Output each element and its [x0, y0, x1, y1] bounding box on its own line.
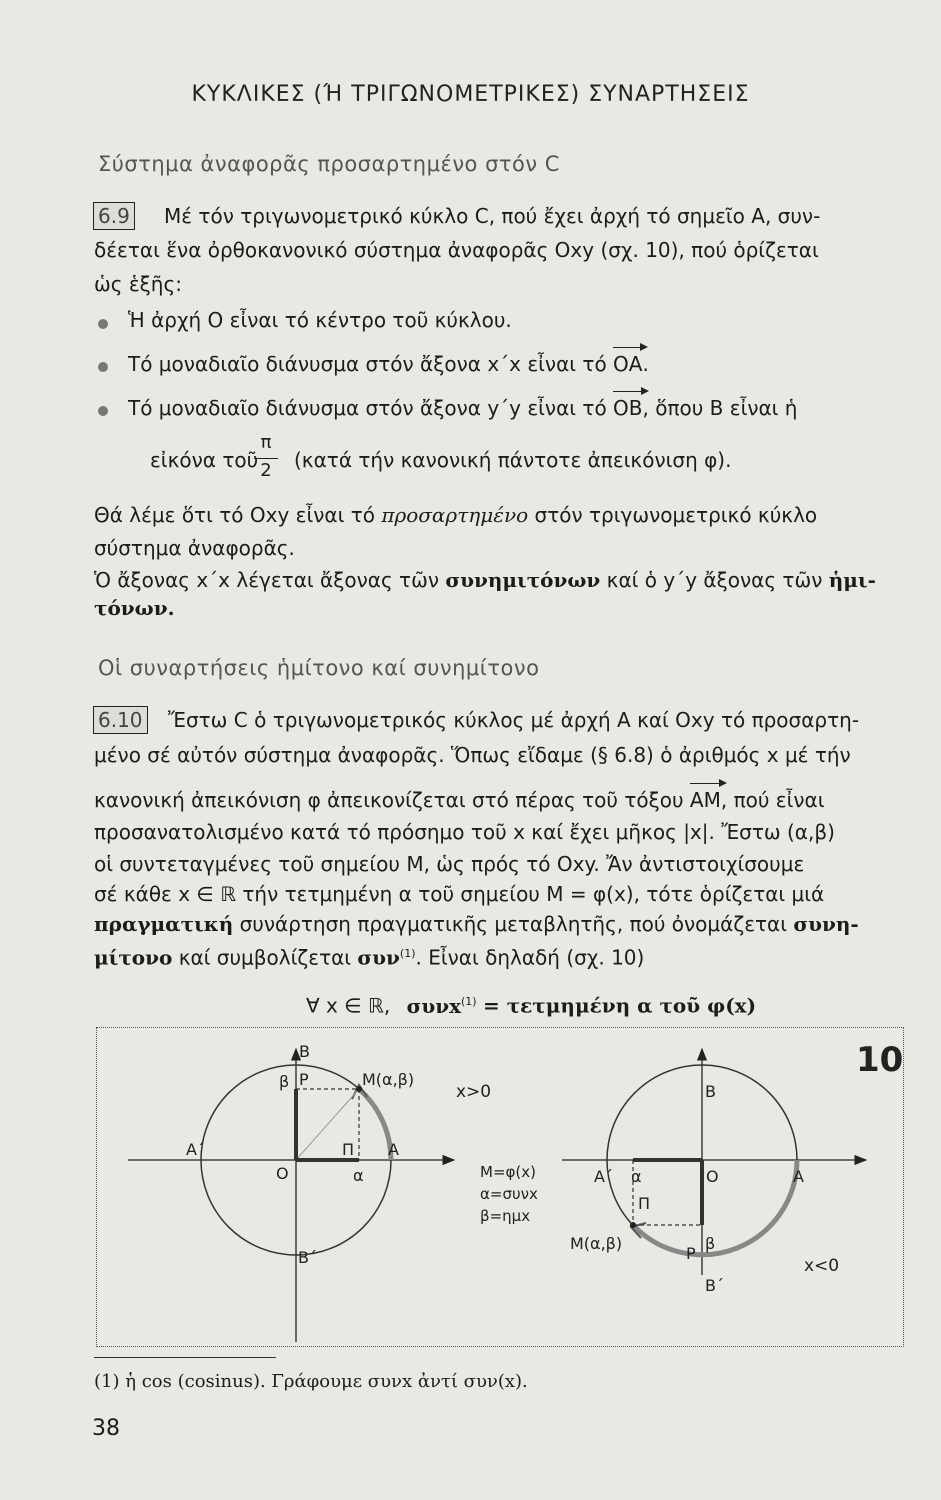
- section-title-reference-system: Σύστημα ἀναφορᾶς προσαρτημένο στόν C: [98, 152, 560, 176]
- section-title-sine-cosine: Οἱ συναρτήσεις ἡμίτονο καί συνημίτονο: [98, 656, 540, 680]
- legend-alpha-cos: α=συνx: [480, 1185, 538, 1203]
- page-number: 38: [92, 1416, 120, 1441]
- fraction-bar: [254, 458, 278, 459]
- term-attached: προσαρτημένο: [381, 503, 529, 527]
- footnote: (1) ἡ cos (cosinus). Γράφουμε συνx ἀντί συν(x).: [94, 1371, 528, 1392]
- legend-m-phi: Μ=φ(x): [480, 1163, 536, 1181]
- right-label-b-prime: Β΄: [705, 1276, 724, 1295]
- right-label-a: Α: [793, 1167, 804, 1186]
- section2-line-4: προσανατολισμένο κατά τό πρόσημο τοῦ x καί ἔχει μῆκος |x|. Ἔστω (α,β): [94, 820, 835, 844]
- bullet-unit-vector-x-text: Τό μοναδιαῖο διάνυσμα στόν ἄξονα x΄x εἶναι τό: [128, 352, 607, 376]
- left-label-a: Α: [388, 1140, 399, 1159]
- section2-line-2: μένο σέ αὐτόν σύστημα ἀναφορᾶς. Ὅπως εἴδαμε (§ 6.8) ὁ ἀριθμός x μέ τήν: [94, 743, 851, 767]
- left-label-o: Ο: [276, 1164, 289, 1183]
- bullet-origin: Ἡ ἀρχή Ο εἶναι τό κέντρο τοῦ κύκλου.: [128, 308, 512, 332]
- left-label-p: Ρ: [299, 1070, 309, 1089]
- page-heading: ΚΥΚΛΙΚΕΣ (Ή ΤΡΙΓΩΝΟΜΕΤΡΙΚΕΣ) ΣΥΝΑΡΤΗΣΕΙΣ: [191, 82, 750, 107]
- bullet-unit-vector-y-text: Τό μοναδιαῖο διάνυσμα στόν ἄξονα y΄y εἶναι τό: [128, 396, 607, 420]
- term-sines: ἡμι-: [828, 568, 876, 592]
- left-label-pi: Π: [342, 1140, 355, 1159]
- right-label-b: Β: [705, 1082, 716, 1101]
- left-label-m: Μ(α,β): [362, 1070, 415, 1089]
- left-label-alpha: α: [353, 1166, 364, 1185]
- legend-beta-sin: β=ημx: [480, 1207, 531, 1225]
- fraction-numerator: π: [260, 432, 272, 453]
- right-point-m: [630, 1222, 636, 1228]
- right-label-m: Μ(α,β): [570, 1234, 623, 1253]
- section2-line-1: Ἔστω C ὁ τριγωνομετρικός κύκλος μέ ἀρχή Α καί Oxy τό προσαρτη-: [168, 708, 860, 732]
- figure-10: [96, 1027, 904, 1347]
- right-label-p: Ρ: [686, 1244, 696, 1263]
- section2-line-6: σέ κάθε x ∈ ℝ τήν τετμημένη α τοῦ σημείου Μ = φ(x), τότε ὁρίζεται μιά: [94, 882, 825, 906]
- section1-line-2: δέεται ἕνα ὀρθοκανονικό σύστημα ἀναφορᾶς Oxy (σχ. 10), πού ὁρίζεται: [94, 238, 819, 262]
- section2-line-3: κανονική ἀπεικόνιση φ ἀπεικονίζεται στό πέρας τοῦ τόξου ΑΜ, πού εἶναι: [94, 788, 825, 812]
- right-label-alpha: α: [631, 1167, 642, 1186]
- section2-line-7: πραγματική συνάρτηση πραγματικῆς μεταβλητῆς, πού ὀνομάζεται συνη-: [94, 912, 859, 936]
- bullet-unit-vector-y: [128, 394, 798, 422]
- left-diagram: [128, 1042, 491, 1342]
- section2-line-5: οἱ συντεταγμένες τοῦ σημείου Μ, ὡς πρός τό Oxy. Ἄν ἀντιστοιχίσουμε: [94, 852, 805, 876]
- right-diagram: [562, 1049, 866, 1295]
- section2-line-8: μίτονο καί συμβολίζεται συν$^{(1)}$. Εἶναι δηλαδή (σχ. 10): [94, 945, 645, 970]
- fraction-denominator: 2: [260, 460, 272, 481]
- bullet-dot: [98, 319, 108, 329]
- figure-number: 10: [856, 1040, 904, 1080]
- paragraph-attached-system: Θά λέμε ὅτι τό Oxy εἶναι τό προσαρτημένο στόν τριγωνομετρικό κύκλο: [94, 503, 818, 527]
- bullet-unit-vector-x: Τό μοναδιαῖο διάνυσμα στόν ἄξονα x΄x εἶναι τό ΟΑ.: [128, 352, 649, 376]
- left-arc-am: [359, 1089, 391, 1160]
- left-label-b-prime: Β΄: [298, 1248, 317, 1267]
- footnote-rule: [94, 1357, 276, 1358]
- arc-am: ΑΜ: [689, 788, 721, 812]
- paragraph-axes: Ὁ ἄξονας x΄x λέγεται ἄξονας τῶν συνημιτόνων καί ὁ y΄y ἄξονας τῶν ἡμι-: [94, 568, 876, 592]
- right-label-o: Ο: [706, 1167, 719, 1186]
- term-cosine: συνη-: [793, 912, 859, 936]
- left-label-b: Β: [299, 1042, 310, 1061]
- section-number-6-10: 6.10: [93, 706, 148, 734]
- section1-line-1: Μέ τόν τριγωνομετρικό κύκλο C, πού ἔχει ἀρχή τό σημεῖο Α, συν-: [164, 204, 821, 228]
- section-number-6-9: 6.9: [93, 202, 135, 230]
- left-label-beta: β: [279, 1072, 290, 1091]
- right-label-beta: β: [705, 1234, 716, 1253]
- term-real: πραγματική: [94, 912, 234, 936]
- term-cosines: συνημιτόνων: [445, 568, 601, 592]
- bullet-image-of-pi-half-b: (κατά τήν κανονική πάντοτε ἀπεικόνιση φ).: [294, 448, 732, 472]
- section1-line-3: ὡς ἑξῆς:: [94, 272, 182, 296]
- vector-ob: ΟΒ: [613, 396, 643, 420]
- bullet-image-of-pi-half-a: εἰκόνα τοῦ: [150, 448, 259, 472]
- vector-oa: ΟΑ: [613, 352, 643, 376]
- paragraph-attached-system-line2: σύστημα ἀναφορᾶς.: [94, 536, 295, 560]
- term-sines-cont: τόνων.: [94, 596, 175, 620]
- left-label-a-prime: Α΄: [186, 1140, 205, 1159]
- right-label-pi: Π: [638, 1194, 651, 1213]
- bullet-dot: [98, 406, 108, 416]
- right-label-a-prime: Α΄: [594, 1167, 613, 1186]
- bullet-unit-vector-y-end: , ὅπου Β εἶναι ἡ: [642, 396, 798, 420]
- left-condition: x>0: [456, 1082, 492, 1102]
- bullet-dot: [98, 362, 108, 372]
- symbol-cos: συν: [357, 945, 400, 970]
- cosine-definition-formula: ∀ x ∈ ℝ, συνx$^{(1)}$ = τετμημένη α τοῦ φ(x): [306, 993, 757, 1018]
- right-condition: x<0: [804, 1256, 840, 1276]
